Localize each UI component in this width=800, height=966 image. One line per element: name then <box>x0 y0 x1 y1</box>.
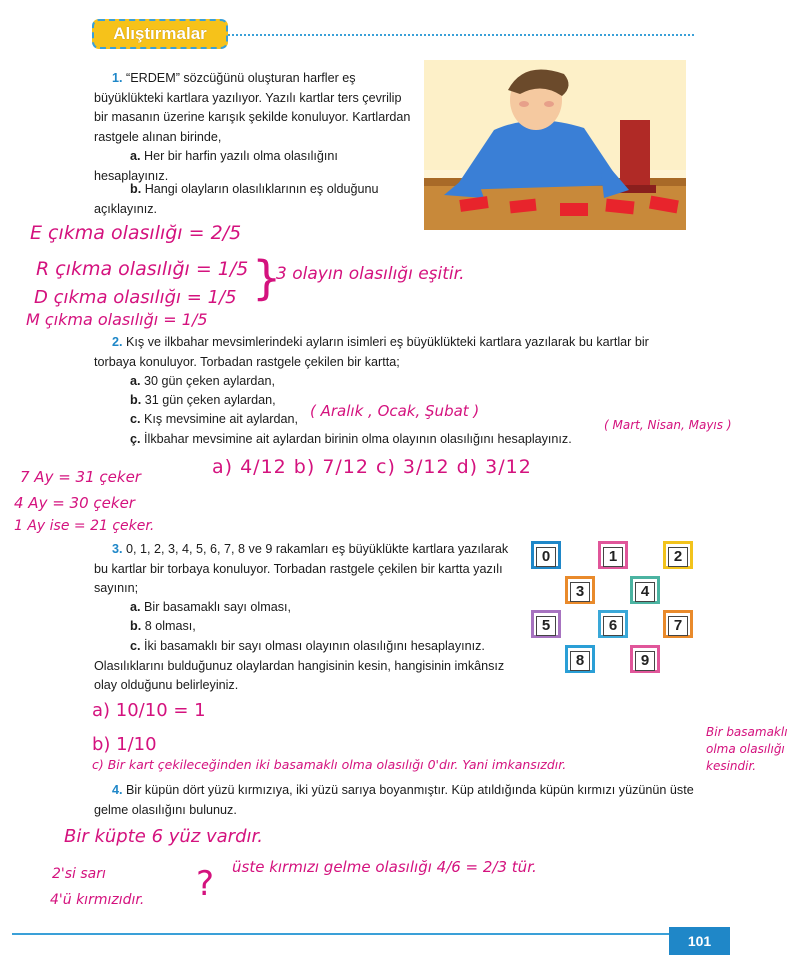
q4-hw-brace: ? <box>196 864 215 904</box>
q2-d-text: İlkbahar mevsimine ait aylardan birinin olma olayının olasılığını hesaplayınız. <box>144 432 572 446</box>
q2-a <box>130 372 430 392</box>
q3-b-text: 8 olması, <box>144 619 196 633</box>
q4-hw-line1: Bir küpte 6 yüz vardır. <box>64 826 263 847</box>
q2-hw-answers: a) 4/12 b) 7/12 c) 3/12 d) 3/12 <box>212 456 532 478</box>
q1-number: 1. <box>112 71 123 85</box>
q2-hw-left1: 7 Ay = 31 çeker <box>20 468 141 486</box>
q3-hw-side: Bir basamaklı olma olasılığı kesindir. <box>706 725 788 773</box>
number-card-label: 0 <box>536 547 556 567</box>
q4-hw-line2: 2'si sarı <box>52 866 106 882</box>
number-card-label: 4 <box>635 582 655 602</box>
number-card-4 <box>630 576 660 604</box>
number-card-5 <box>531 610 561 638</box>
q3-hw-c: c) Bir kart çekileceğinden iki basamaklı olma olasılığı 0'dır. Yani imkansızdır. <box>92 757 567 772</box>
q1-hw-line3: D çıkma olasılığı = 1/5 <box>34 287 237 308</box>
q1-body: “ERDEM” sözcüğünü oluşturan harfler eş büyüklükteki kartlara yazılıyor. Yazılı kartlar ters çevrilip bir masanın üzerine karışık şekilde konuluyor. Kartlardan rastgele alınan birinde, <box>94 71 411 144</box>
number-card-label: 9 <box>635 651 655 671</box>
number-card-label: 1 <box>603 547 623 567</box>
q3-a-label: a. <box>130 600 141 614</box>
number-card-8 <box>565 645 595 673</box>
q3-number: 3. <box>112 542 123 556</box>
q1-hw-brace: } <box>252 251 282 305</box>
q1-b-text: Hangi olayların olasılıklarının eş olduğunu açıklayınız. <box>94 182 379 216</box>
q4-body: Bir küpün dört yüzü kırmızıya, iki yüzü sarıya boyanmıştır. Küp atıldığında küpün kırmızı yüzünün üste gelme olasılığını bulunuz. <box>94 783 694 817</box>
q2-c <box>130 410 330 430</box>
q1-hw-note: 3 olayın olasılığı eşitir. <box>276 264 465 284</box>
q1-a-text: Her bir harfin yazılı olma olasılığını hesaplayınız. <box>94 149 338 183</box>
q1-b-label: b. <box>130 182 142 196</box>
number-card-label: 3 <box>570 582 590 602</box>
number-card-label: 2 <box>668 547 688 567</box>
number-card-1 <box>598 541 628 569</box>
q2-number: 2. <box>112 335 123 349</box>
header-divider <box>228 34 694 36</box>
number-card-label: 6 <box>603 616 623 636</box>
q1-hw-line4: M çıkma olasılığı = 1/5 <box>26 310 208 329</box>
q3-b <box>130 617 430 637</box>
q2-d <box>130 430 600 450</box>
q4-hw-line3: 4'ü kırmızıdır. <box>50 892 145 908</box>
q1-hw-line1: E çıkma olasılığı = 2/5 <box>30 222 242 244</box>
number-card-label: 5 <box>536 616 556 636</box>
number-card-label: 7 <box>668 616 688 636</box>
q4-text <box>94 781 694 820</box>
boy-with-cards-illustration <box>424 60 686 230</box>
q4-number: 4. <box>112 783 123 797</box>
number-card-7 <box>663 610 693 638</box>
q1-b <box>94 180 412 219</box>
footer-divider <box>12 933 672 935</box>
section-title-tab: Alıştırmalar <box>92 19 228 49</box>
q2-a-label: a. <box>130 374 141 388</box>
q3-b-label: b. <box>130 619 142 633</box>
q3-a <box>130 598 430 618</box>
number-card-6 <box>598 610 628 638</box>
page-number: 101 <box>669 927 730 955</box>
q2-b-label: b. <box>130 393 142 407</box>
q1-hw-line2: R çıkma olasılığı = 1/5 <box>36 258 249 280</box>
q2-c-text: Kış mevsimine ait aylardan, <box>144 412 299 426</box>
q2-hw-left2: 4 Ay = 30 çeker <box>14 494 135 512</box>
q2-text <box>94 333 694 372</box>
q2-c-label: c. <box>130 412 141 426</box>
number-card-3 <box>565 576 595 604</box>
number-card-9 <box>630 645 660 673</box>
q3-text <box>94 540 512 599</box>
q3-body: 0, 1, 2, 3, 4, 5, 6, 7, 8 ve 9 rakamları eş büyüklükte kartlara yazılarak bu kartlar bir torbaya konuluyor. Torbadan rastgele çekilen bir kartta yazılı sayının; <box>94 542 509 595</box>
q2-a-text: 30 gün çeken aylardan, <box>144 374 275 388</box>
q3-c <box>94 637 512 696</box>
q2-hw-d-note: ( Mart, Nisan, Mayıs ) <box>604 418 732 432</box>
q1-text <box>94 69 412 147</box>
q2-d-label: ç. <box>130 432 141 446</box>
q3-a-text: Bir basamaklı sayı olması, <box>144 600 291 614</box>
number-card-2 <box>663 541 693 569</box>
q3-hw-a: a) 10/10 = 1 <box>92 700 206 721</box>
q2-hw-c-note: ( Aralık , Ocak, Şubat ) <box>310 402 480 420</box>
q1-a-label: a. <box>130 149 141 163</box>
q4-hw-line4: üste kırmızı gelme olasılığı 4/6 = 2/3 tür. <box>232 858 537 876</box>
number-card-0 <box>531 541 561 569</box>
q2-hw-left3: 1 Ay ise = 21 çeker. <box>14 518 155 534</box>
q2-b-text: 31 gün çeken aylardan, <box>144 393 276 407</box>
q2-body: Kış ve ilkbahar mevsimlerindeki ayların isimleri eş büyüklükteki kartlara yazılarak bu kartlar bir torbaya konuluyor. Torbadan rastgele çekilen bir kartta; <box>94 335 649 369</box>
number-card-label: 8 <box>570 651 590 671</box>
q3-c-text: İki basamaklı bir sayı olması olayının olasılığını hesaplayınız. Olasılıklarını bulduğunuz olaylardan hangisinin kesin, hangisinin imkânsız olay olduğunu belirleyiniz. <box>94 639 505 692</box>
q3-c-label: c. <box>130 639 141 653</box>
q3-hw-b: b) 1/10 <box>92 734 157 755</box>
